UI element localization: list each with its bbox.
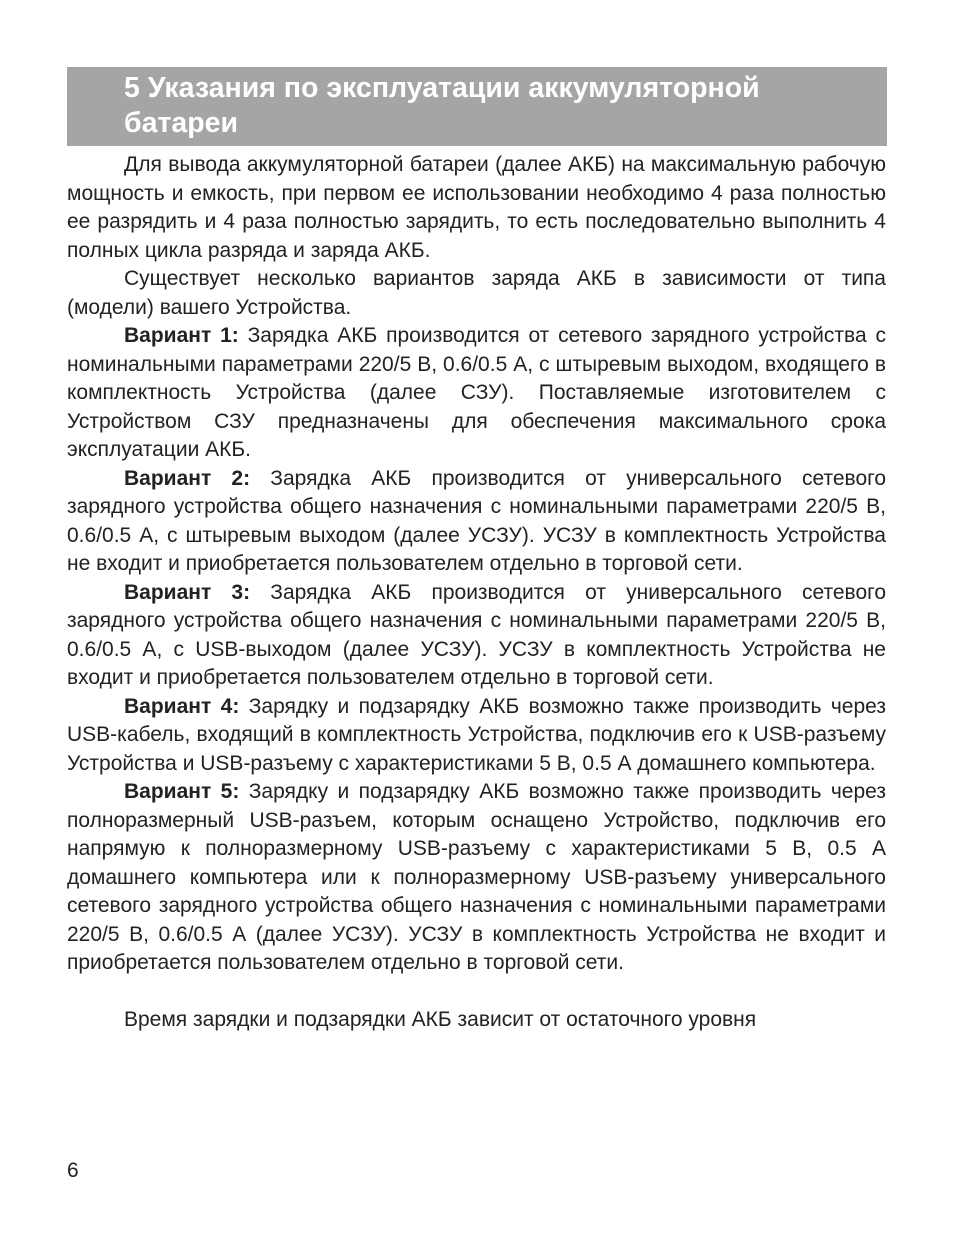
variant-4-text: Зарядку и подзарядку АКБ возможно также производить через USB-кабель, входящий в комплектность Устройства, подключив его к USB-разъему Устройства и USB-разъему с характеристиками 5 В, 0.5 А домашнего компьютера. bbox=[67, 694, 886, 775]
variant-1-label: Вариант 1: bbox=[124, 324, 239, 347]
variant-5-text: Зарядку и подзарядку АКБ возможно также производить через полноразмерный USB-разъем, которым оснащено Устройство, подключив его напрямую к полноразмерному USB-разъему с характеристиками 5 В, 0.5 А домашнего компьютера или к полноразмерному USB-разъему универсального сетевого зарядного устройства общего назначения с номинальными параметрами 220/5 В, 0.6/0.5 А (далее УСЗУ). УСЗУ в комплектность Устройства не входит и приобретается пользователем отдельно в торговой сети. bbox=[67, 780, 886, 974]
variant-3-label: Вариант 3: bbox=[124, 580, 251, 604]
section-header bbox=[67, 67, 887, 146]
variants-intro-paragraph: Существует несколько вариантов заряда АКБ в зависимости от типа (модели) вашего Устройства. bbox=[67, 267, 886, 319]
variant-5-label: Вариант 5: bbox=[124, 780, 240, 803]
variant-4-label: Вариант 4: bbox=[124, 694, 240, 718]
variant-1-text: Зарядка АКБ производится от сетевого зарядного устройства с номинальными параметрами 220/5 В, 0.6/0.5 А, с штыревым выходом, входящего в комплектность Устройства (далее СЗУ). Поставляемые изготовителем с Устройством СЗУ предназначены для обеспечения максимального срока эксплуатации АКБ. bbox=[67, 324, 886, 461]
variant-2-label: Вариант 2: bbox=[124, 466, 251, 490]
variant-1-paragraph bbox=[67, 322, 886, 465]
page-number: 6 bbox=[67, 1159, 79, 1182]
variant-5-paragraph bbox=[67, 778, 886, 978]
document-body bbox=[67, 151, 886, 1034]
intro-paragraph: Для вывода аккумуляторной батареи (далее АКБ) на максимальную рабочую мощность и емкость, при первом ее использовании необходимо 4 раза полностью ее разрядить и 4 раза полностью зарядить, то есть последовательно выполнить 4 полных цикла разряда и заряда АКБ. bbox=[67, 153, 886, 262]
variant-2-text: Зарядка АКБ производится от универсального сетевого зарядного устройства общего назначения с номинальными параметрами 220/5 В, 0.6/0.5 А, с штыревым выходом (далее УСЗУ). УСЗУ в комплектность Устройства не входит и приобретается пользователем отдельно в торговой сети. bbox=[67, 466, 886, 575]
variant-3-text: Зарядка АКБ производится от универсального сетевого зарядного устройства общего назначения с номинальными параметрами 220/5 В, 0.6/0.5 А, с USB-выходом (далее УСЗУ). УСЗУ в комплектность Устройства не входит и приобретается пользователем отдельно в торговой сети. bbox=[67, 580, 886, 689]
variant-3-paragraph bbox=[67, 579, 886, 693]
section-title: 5 Указания по эксплуатации аккумуляторной батареи bbox=[124, 72, 760, 139]
variant-4-paragraph bbox=[67, 693, 886, 779]
charging-time-paragraph: Время зарядки и подзарядки АКБ зависит от остаточного уровня bbox=[124, 1007, 757, 1031]
variant-2-paragraph bbox=[67, 465, 886, 579]
